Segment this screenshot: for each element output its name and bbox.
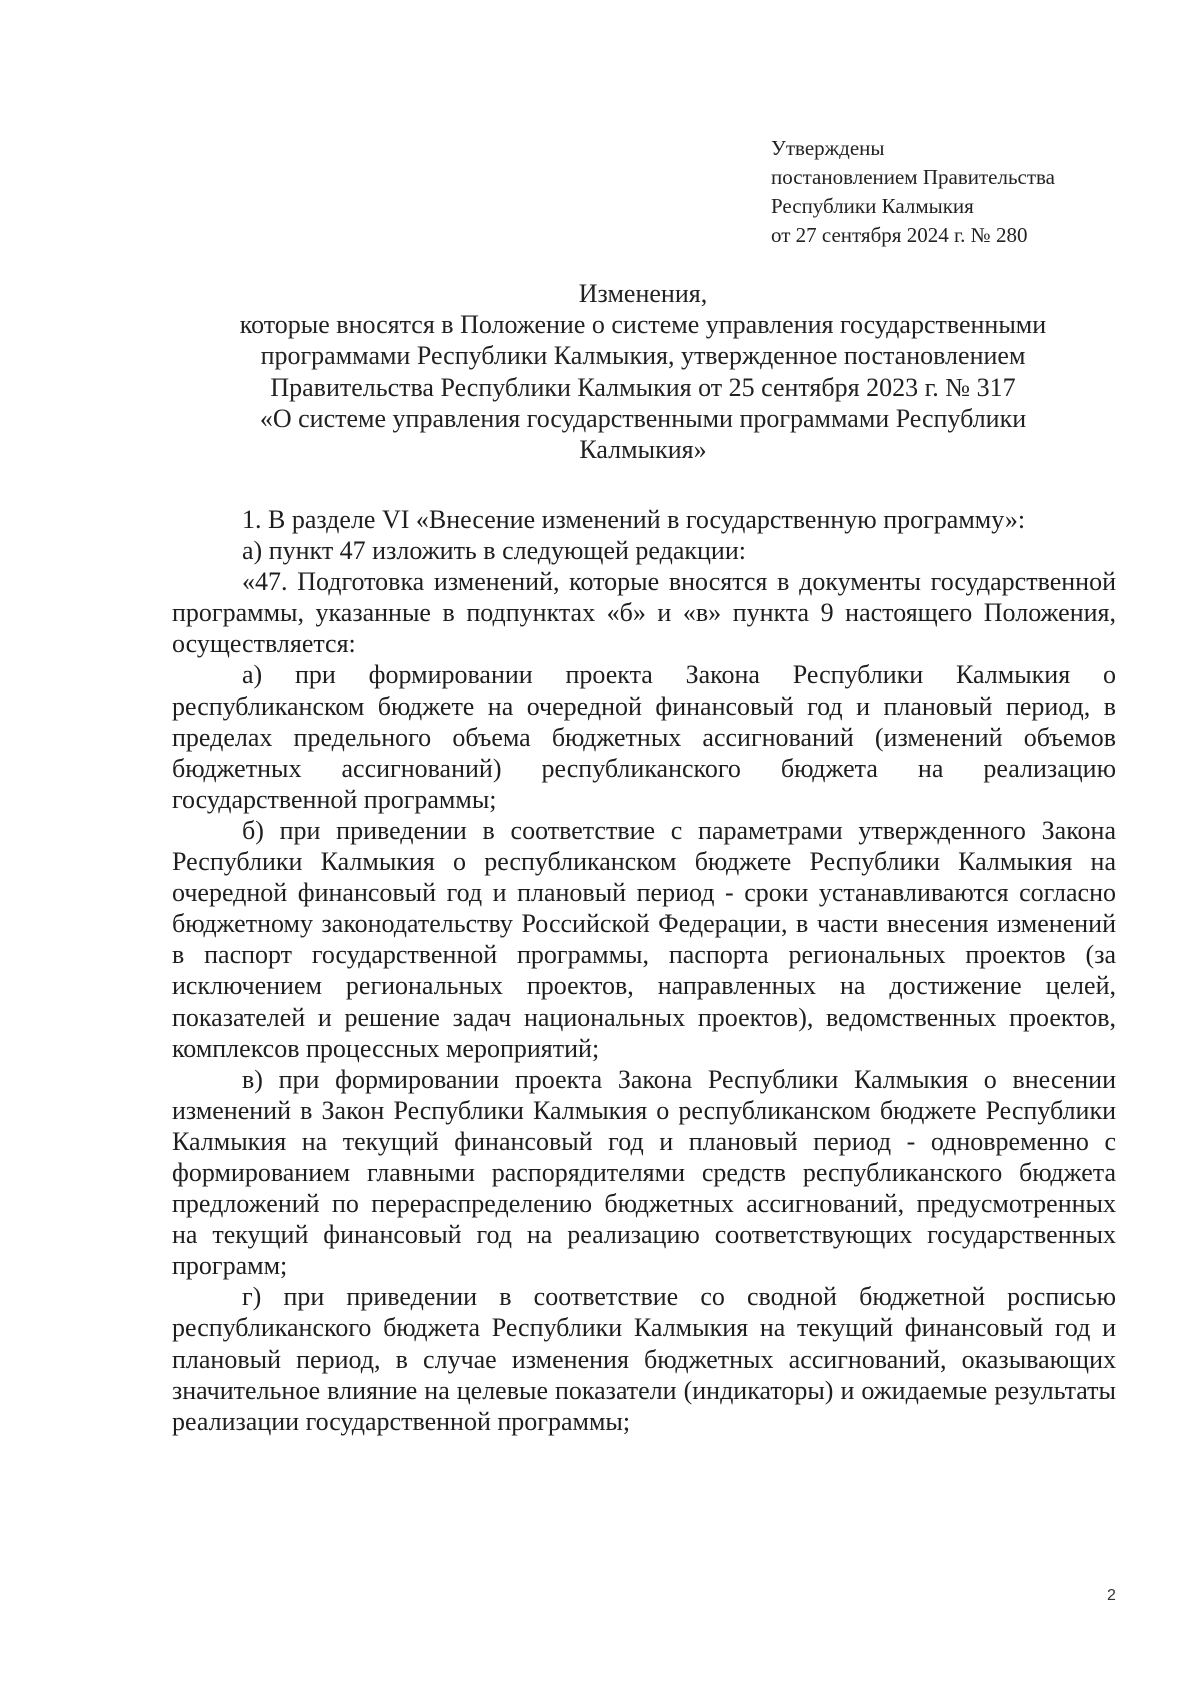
subparagraph-g: г) при приведении в соответствие со сводной бюджетной росписью республиканского бюджета Республики Калмыкия на текущий финансовый год и плановый период, в случае изменения бюджетных ассигнований, оказывающих значительное влияние на целевые показатели (индикаторы) и ожидаемые результаты реализации государственной программы; [172, 1282, 1116, 1436]
approval-line: Утверждены [771, 136, 885, 160]
item-a-intro: а) пункт 47 изложить в следующей редакции: [242, 536, 746, 566]
title-line: Правительства Республики Калмыкия от 25 сентября 2023 г. № 317 [270, 372, 1016, 402]
page-number: 2 [1107, 1587, 1116, 1604]
section-1-heading: 1. В разделе VI «Внесение изменений в государственную программу»: [242, 505, 1026, 534]
title-line: Изменения, [578, 279, 708, 308]
approval-stamp [771, 134, 1055, 250]
subparagraph-a: а) при формировании проекта Закона Республики Калмыкия о республиканском бюджете на очередной финансовый год и плановый период, в пределах предельного объема бюджетных ассигнований (изменений объемов бюджетных ассигнований) республиканского бюджета на реализацию государственной программы; [172, 660, 1116, 814]
title-line: программами Республики Калмыкия, утвержденное постановлением [260, 341, 1026, 371]
document-title [170, 278, 1116, 465]
title-line: которые вносятся в Положение о системе управления государственными [239, 310, 1047, 340]
subparagraph-b: б) при приведении в соответствие с параметрами утвержденного Закона Республики Калмыкия о республиканском бюджете Республики Калмыкия на очередной финансовый год и плановый период - сроки устанавливаются согласно бюджетному законодательству Российской Федерации, в части внесения изменений в паспорт государственной программы, паспорта региональных проектов (за исключением региональных проектов, направленных на достижение целей, показателей и решение задач национальных проектов), ведомственных проектов, комплексов процессных мероприятий; [172, 815, 1116, 1063]
subparagraph-v: в) при формировании проекта Закона Республики Калмыкия о внесении изменений в Закон Республики Калмыкия о республиканском бюджете Республики Калмыкия на текущий финансовый год и плановый период - одновременно с формированием главными распорядителями средств республиканского бюджета предложений по перераспределению бюджетных ассигнований, предусмотренных на текущий финансовый год на реализацию соответствующих государственных программ; [172, 1064, 1116, 1281]
approval-line: постановлением Правительства [771, 165, 1056, 189]
paragraph-47: «47. Подготовка изменений, которые вносятся в документы государственной программы, указанные в подпунктах «б» и «в» пункта 9 настоящего Положения, осуществляется: [172, 567, 1116, 659]
title-line: Калмыкия» [579, 435, 707, 465]
approval-line: Республики Калмыкия [771, 194, 974, 218]
approval-line: от 27 сентября 2024 г. № 280 [771, 223, 1028, 247]
title-line: «О системе управления государственными программами Республики [259, 403, 1027, 433]
document-body [172, 504, 1116, 1437]
